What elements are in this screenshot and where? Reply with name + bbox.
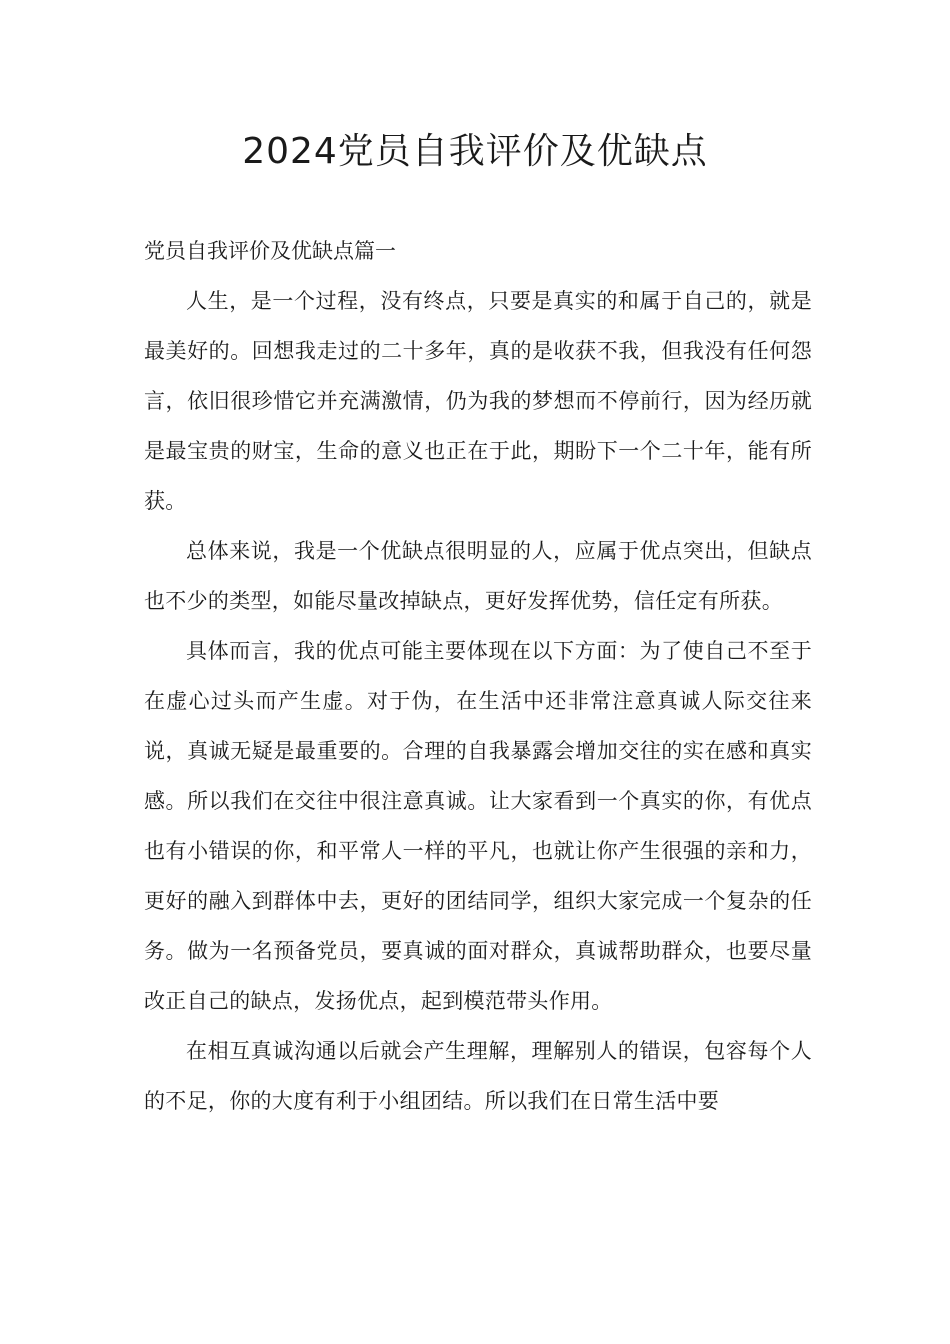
- paragraph-2: 总体来说，我是一个优缺点很明显的人，应属于优点突出，但缺点也不少的类型，如能尽量改掉缺点，更好发挥优势，信任定有所获。: [144, 539, 812, 613]
- section-heading: 党员自我评价及优缺点篇一: [144, 239, 396, 263]
- paragraph-4: 在相互真诚沟通以后就会产生理解，理解别人的错误，包容每个人的不足，你的大度有利于小组团结。所以我们在日常生活中要: [144, 1039, 812, 1113]
- document-body: [144, 226, 812, 1126]
- paragraph-3: 具体而言，我的优点可能主要体现在以下方面：为了使自己不至于在虚心过头而产生虚。对于伪，在生活中还非常注意真诚人际交往来说，真诚无疑是最重要的。合理的自我暴露会增加交往的实在感和真实感。所以我们在交往中很注意真诚。让大家看到一个真实的你，有优点也有小错误的你，和平常人一样的平凡，也就让你产生很强的亲和力，更好的融入到群体中去，更好的团结同学，组织大家完成一个复杂的任务。做为一名预备党员，要真诚的面对群众，真诚帮助群众，也要尽量改正自己的缺点，发扬优点，起到模范带头作用。: [144, 639, 812, 1013]
- paragraph-1: 人生，是一个过程，没有终点，只要是真实的和属于自己的，就是最美好的。回想我走过的二十多年，真的是收获不我，但我没有任何怨言，依旧很珍惜它并充满激情，仍为我的梦想而不停前行，因为经历就是最宝贵的财宝，生命的意义也正在于此，期盼下一个二十年，能有所获。: [144, 289, 812, 513]
- document-title: 2024党员自我评价及优缺点: [242, 131, 708, 172]
